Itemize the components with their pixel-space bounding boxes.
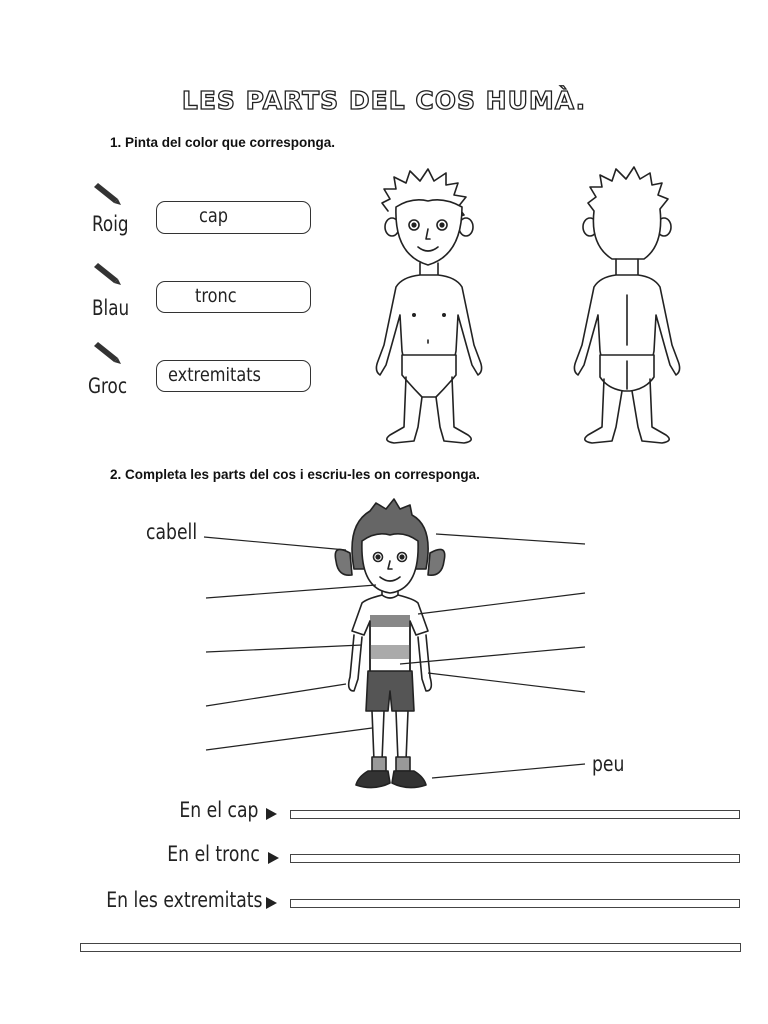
- exercise-1-heading: 1. Pinta del color que corresponga.: [110, 135, 336, 150]
- arrow-right-icon: [266, 808, 277, 820]
- part-label-head: cap: [199, 205, 229, 227]
- section-label-head: En el cap: [178, 798, 258, 822]
- color-label-blue: Blau: [92, 296, 130, 320]
- answer-line-limbs[interactable]: [290, 899, 740, 908]
- color-label-red: Roig: [92, 212, 129, 236]
- label-foot: peu: [592, 752, 625, 776]
- answer-line-head[interactable]: [290, 810, 740, 819]
- arrow-right-icon: [268, 852, 279, 864]
- section-label-trunk: En el tronc: [167, 842, 260, 866]
- answer-line-trunk[interactable]: [290, 854, 740, 863]
- arrow-right-icon: [266, 897, 277, 909]
- label-hair: cabell: [146, 520, 198, 544]
- answer-line-extra[interactable]: [80, 943, 741, 952]
- part-label-trunk: tronc: [195, 285, 237, 307]
- section-label-limbs: En les extremitats: [105, 888, 262, 912]
- color-label-yellow: Groc: [88, 374, 128, 398]
- page-title: LES PARTS DEL COS HUMÀ.: [181, 86, 587, 115]
- exercise-2-heading: 2. Completa les parts del cos i escriu-les on corresponga.: [110, 467, 480, 482]
- part-label-limbs: extremitats: [168, 364, 261, 386]
